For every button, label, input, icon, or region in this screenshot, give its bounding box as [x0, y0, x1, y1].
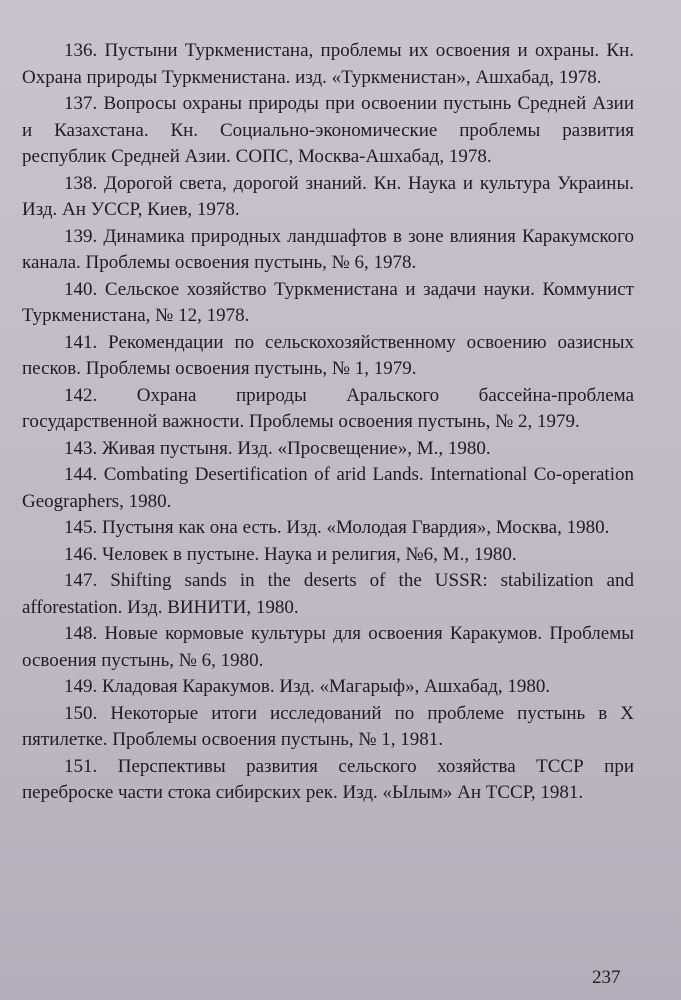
page-number: 237: [592, 967, 621, 988]
bibliography-entry-141: 141. Рекомендации по сельскохозяйственному освоению оазисных песков. Проблемы освоения пустынь, № 1, 1979.: [22, 331, 634, 379]
bibliography-entry-145: 145. Пустыня как она есть. Изд. «Молодая Гвардия», Москва, 1980.: [64, 517, 610, 538]
bibliography-entry-139: 139. Динамика природных ландшафтов в зоне влияния Каракумского канала. Проблемы освоения пустынь, № 6, 1978.: [22, 225, 634, 273]
bibliography-entry-140: 140. Сельское хозяйство Туркменистана и задачи науки. Коммунист Туркменистана, № 12, 1978.: [22, 278, 634, 326]
bibliography-entry-138: 138. Дорогой света, дорогой знаний. Кн. Наука и культура Украины. Изд. Ан УССР, Киев, 1978.: [22, 172, 634, 220]
bibliography-entry-144: 144. Combating Desertification of arid Lands. International Co-operation Geographers, 1980.: [22, 464, 634, 512]
bibliography-entry-136: 136. Пустыни Туркменистана, проблемы их освоения и охраны. Кн. Охрана природы Туркменистана. изд. «Туркменистан», Ашхабад, 1978.: [22, 40, 634, 88]
bibliography-entry-137: 137. Вопросы охраны природы при освоении пустынь Средней Азии и Казахстана. Кн. Социально-экономические проблемы развития республик Средней Азии. СОПС, Москва-Ашхабад, 1978.: [22, 93, 634, 167]
bibliography-entry-149: 149. Кладовая Каракумов. Изд. «Магарыф», Ашхабад, 1980.: [64, 676, 551, 697]
bibliography-entry-142: 142. Охрана природы Аральского бассейна-проблема государственной важности. Проблемы освоения пустынь, № 2, 1979.: [22, 384, 634, 432]
bibliography-entry-147: 147. Shifting sands in the deserts of the USSR: stabilization and afforestation. Изд. ВИНИТИ, 1980.: [22, 570, 634, 618]
bibliography-entry-146: 146. Человек в пустыне. Наука и религия, №6, М., 1980.: [64, 543, 517, 565]
bibliography-entry-143: 143. Живая пустыня. Изд. «Просвещение», М., 1980.: [64, 437, 491, 459]
bibliography-entry-148: 148. Новые кормовые культуры для освоения Каракумов. Проблемы освоения пустынь, № 6, 1980.: [22, 623, 634, 671]
bibliography-entry-151: 151. Перспективы развития сельского хозяйства ТССР при переброске части стока сибирских рек. Изд. «Ылым» Ан ТССР, 1981.: [22, 755, 634, 803]
bibliography-page: [22, 38, 634, 978]
bibliography-entry-150: 150. Некоторые итоги исследований по проблеме пустынь в X пятилетке. Проблемы освоения пустынь, № 1, 1981.: [22, 702, 634, 750]
